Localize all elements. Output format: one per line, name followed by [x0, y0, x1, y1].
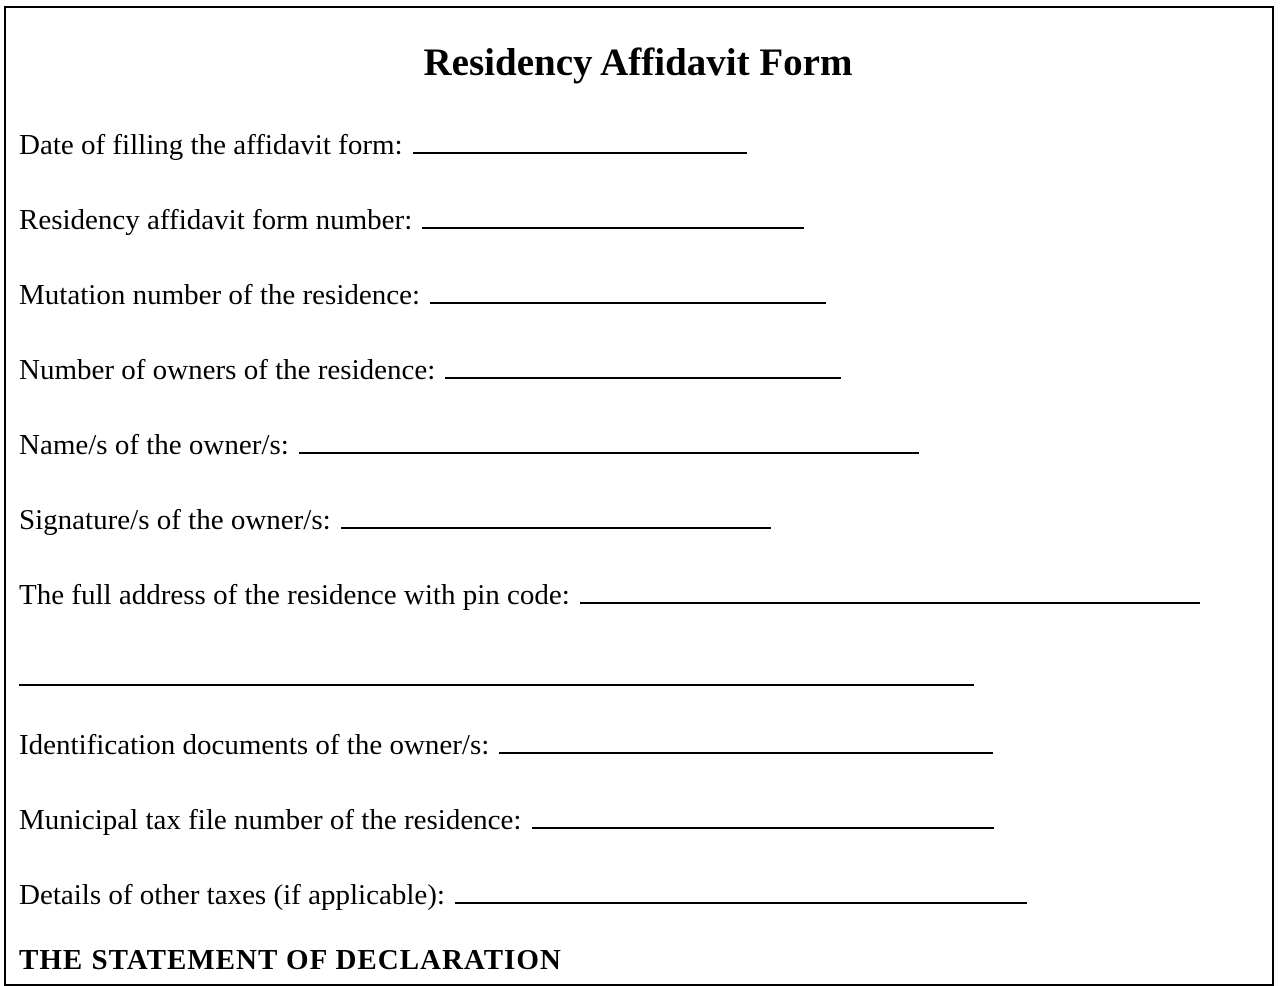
field-mutation-number — [19, 277, 826, 313]
field-label: Mutation number of the residence: — [19, 279, 421, 311]
blank-line-owner-names[interactable] — [299, 432, 919, 454]
field-label: Identification documents of the owner/s: — [19, 729, 490, 761]
field-label: Residency affidavit form number: — [19, 204, 413, 236]
blank-line-identification-documents[interactable] — [499, 732, 993, 754]
blank-line-mutation-number[interactable] — [430, 282, 826, 304]
blank-line-number-of-owners[interactable] — [445, 357, 841, 379]
blank-line-municipal-tax-number[interactable] — [532, 807, 994, 829]
field-form-number — [19, 202, 804, 238]
blank-line-date[interactable] — [413, 132, 747, 154]
blank-line-owner-signatures[interactable] — [341, 507, 771, 529]
section-heading-declaration: THE STATEMENT OF DECLARATION — [19, 944, 562, 976]
blank-line-form-number[interactable] — [422, 207, 804, 229]
blank-line-address-continued[interactable] — [19, 684, 974, 686]
field-other-taxes — [19, 877, 1027, 913]
field-label: Name/s of the owner/s: — [19, 429, 289, 461]
field-label: Municipal tax file number of the residence: — [19, 804, 522, 836]
form-title: Residency Affidavit Form — [423, 41, 853, 84]
field-municipal-tax-number — [19, 802, 994, 838]
field-label: Signature/s of the owner/s: — [19, 504, 331, 536]
field-label: Details of other taxes (if applicable): — [19, 879, 445, 911]
field-label: Date of filling the affidavit form: — [19, 129, 403, 161]
field-identification-documents — [19, 727, 993, 763]
field-date-of-filling — [19, 127, 747, 163]
field-owner-names — [19, 427, 919, 463]
field-label: The full address of the residence with pin code: — [19, 579, 570, 611]
field-owner-signatures — [19, 502, 771, 538]
field-label: Number of owners of the residence: — [19, 354, 436, 386]
blank-line-other-taxes[interactable] — [455, 882, 1027, 904]
field-full-address — [19, 577, 1200, 613]
blank-line-full-address[interactable] — [580, 582, 1200, 604]
field-number-of-owners — [19, 352, 841, 388]
